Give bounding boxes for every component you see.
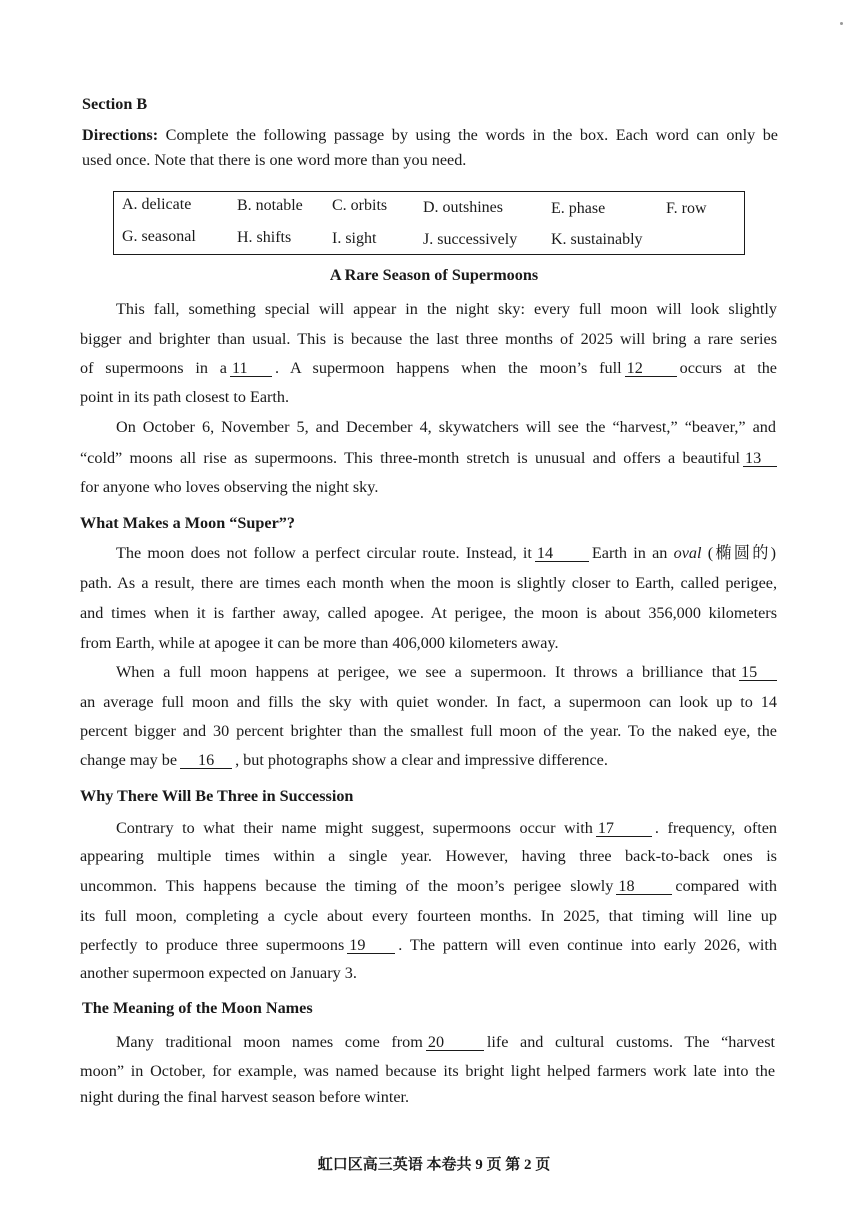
blank-16[interactable]: 16 [180, 752, 232, 769]
blank-13[interactable]: 13 [743, 450, 777, 467]
word-option: J. successively [423, 231, 518, 248]
blank-20[interactable]: 20 [426, 1034, 484, 1051]
p5-line-3 [80, 876, 777, 896]
word-option: K. sustainably [551, 231, 643, 248]
p3-line-1 [116, 543, 776, 563]
page-footer: 虹口区高三英语 本卷共 9 页 第 2 页 [317, 1157, 551, 1173]
p3-line-2: path. As a result, there are times each month when the moon is slightly closer to Earth, called perigee, [80, 574, 777, 592]
p5-text: . The pattern will even continue into early 2026, with [398, 936, 777, 954]
p1-line-2: bigger and brighter than usual. This is because the last three months of 2025 will bring a rare series [80, 330, 777, 348]
blank-19[interactable]: 19 [347, 937, 395, 954]
p1-text: of supermoons in a [80, 359, 227, 377]
p5-line-2: appearing multiple times within a single year. However, having three back-to-back ones is [80, 847, 777, 865]
p1-line-3 [80, 358, 777, 378]
word-option: A. delicate [122, 196, 192, 213]
p1-text: occurs at the [679, 359, 777, 377]
heading-what-makes: What Makes a Moon “Super”? [80, 514, 295, 532]
blank-17[interactable]: 17 [596, 820, 652, 837]
directions-line-1 [82, 125, 778, 145]
p3-italic: oval [673, 544, 702, 562]
p3-line-4: from Earth, while at apogee it can be more than 406,000 kilometers away. [80, 634, 559, 652]
p3-text: Earth in an [591, 544, 668, 562]
p5-line-4: its full moon, completing a cycle about every fourteen months. In 2025, that timing will line up [80, 907, 777, 925]
p5-line-5 [80, 935, 777, 955]
p4-text: When a full moon happens at perigee, we see a supermoon. It throws a brilliance that [116, 663, 736, 681]
word-option: C. orbits [332, 197, 388, 214]
p2-line-1: On October 6, November 5, and December 4, skywatchers will see the “harvest,” “beaver,” and [116, 418, 776, 436]
heading-three-in-succession: Why There Will Be Three in Succession [80, 787, 354, 805]
p2-line-2 [80, 448, 777, 468]
p5-text: uncommon. This happens because the timing of the moon’s perigee slowly [80, 877, 614, 895]
p4-line-4 [80, 750, 608, 770]
p6-text: life and cultural customs. The “harvest [486, 1033, 775, 1051]
blank-14[interactable]: 14 [535, 545, 589, 562]
p5-line-1 [116, 818, 777, 838]
blank-12[interactable]: 12 [625, 360, 677, 377]
p5-line-6: another supermoon expected on January 3. [80, 964, 357, 982]
blank-11[interactable]: 11 [230, 360, 272, 377]
p3-gloss: (椭圆的) [707, 544, 776, 562]
directions-line-2: used once. Note that there is one word more than you need. [82, 151, 467, 169]
passage-title: A Rare Season of Supermoons [329, 266, 539, 284]
p1-line-1: This fall, something special will appear in the night sky: every full moon will look slightly [116, 300, 777, 318]
p6-line-3: night during the final harvest season before winter. [80, 1088, 410, 1106]
p5-text: perfectly to produce three supermoons [80, 936, 345, 954]
p4-text: , but photographs show a clear and impressive difference. [235, 751, 608, 769]
section-heading: Section B [82, 95, 148, 113]
word-option: D. outshines [423, 199, 503, 216]
p1-text: . A supermoon happens when the moon’s full [274, 359, 622, 377]
p5-text: . frequency, often [654, 819, 777, 837]
word-option: F. row [666, 200, 707, 217]
p4-line-2: an average full moon and fills the sky with quiet wonder. In fact, a supermoon can look up to 14 [80, 693, 777, 711]
p3-line-3: and times when it is farther away, called apogee. At perigee, the moon is about 356,000 kilometers [80, 604, 777, 622]
blank-18[interactable]: 18 [616, 878, 672, 895]
p5-text: compared with [675, 877, 777, 895]
word-box [113, 191, 745, 255]
word-option: H. shifts [237, 229, 292, 246]
blank-15[interactable]: 15 [739, 664, 777, 681]
word-option: I. sight [332, 230, 377, 247]
directions-label: Directions: [82, 126, 159, 144]
p6-line-2: moon” in October, for example, was named because its bright light helped farmers work late into the [80, 1062, 775, 1080]
p6-line-1 [116, 1032, 775, 1052]
word-option: G. seasonal [122, 228, 196, 245]
p3-text: The moon does not follow a perfect circular route. Instead, it [116, 544, 532, 562]
heading-moon-names: The Meaning of the Moon Names [82, 999, 313, 1017]
word-option: B. notable [237, 197, 303, 214]
p4-line-1 [116, 662, 777, 682]
scan-speck [840, 22, 843, 25]
p5-text: Contrary to what their name might suggest, supermoons occur with [116, 819, 593, 837]
p2-text: “cold” moons all rise as supermoons. This three-month stretch is unusual and offers a beautiful [80, 449, 740, 467]
directions-text-1: Complete the following passage by using the words in the box. Each word can only be [158, 126, 778, 144]
word-option: E. phase [551, 200, 606, 217]
p4-text: change may be [80, 751, 178, 769]
p1-line-4: point in its path closest to Earth. [80, 388, 290, 406]
p2-line-3: for anyone who loves observing the night sky. [80, 478, 379, 496]
p6-text: Many traditional moon names come from [116, 1033, 423, 1051]
p4-line-3: percent bigger and 30 percent brighter than the smallest full moon of the year. To the naked eye, the [80, 722, 777, 740]
